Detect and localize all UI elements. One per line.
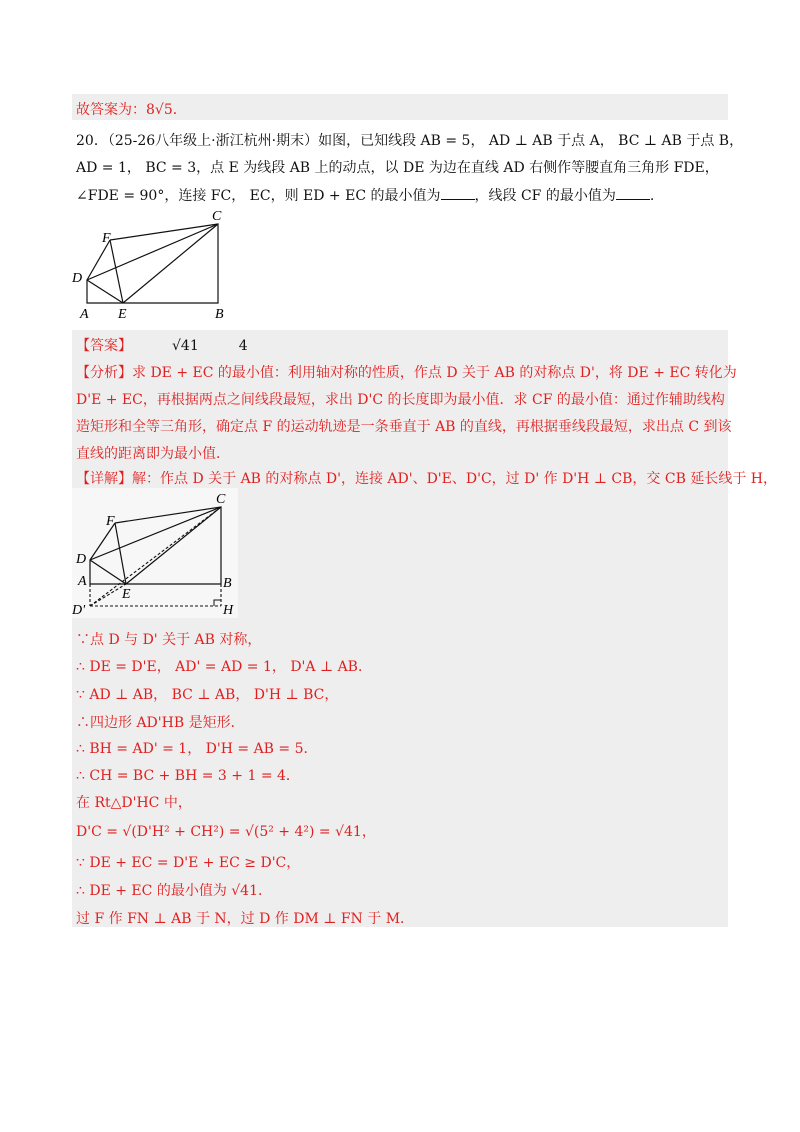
step-line-8: D'C = √(D'H² + CH²) = √(5² + 4²) = √41，	[76, 824, 376, 840]
fig2-label-dprime: D'	[72, 603, 86, 618]
fig2-seg-fe	[115, 523, 126, 584]
step-line-5: ∴ BH = AD' = 1， D'H = AB = 5．	[76, 741, 318, 757]
fig1-seg-fd	[87, 240, 110, 280]
fig2-seg-ec	[126, 507, 221, 584]
fig1-seg-fe	[110, 240, 123, 303]
figure-2	[72, 490, 238, 618]
problem-line-1: 20．（25-26八年级上·浙江杭州·期末）如图，已知线段 AB = 5， AD ⊥ AB 于点 A， BC ⊥ AB 于点 B，	[76, 133, 744, 149]
answer-blank-1	[441, 187, 475, 200]
step-line-11: 过 F 作 FN ⊥ AB 于 N，过 D 作 DM ⊥ FN 于 M．	[76, 911, 415, 927]
step-line-3: ∵ AD ⊥ AB， BC ⊥ AB， D'H ⊥ BC，	[76, 687, 339, 703]
problem-line-3-end: .	[649, 188, 655, 204]
problem-line-3-pre: ∠FDE = 90°，连接 FC， EC，则 ED + EC 的最小值为	[76, 188, 441, 204]
analysis-line-2: D'E + EC，再根据两点之间线段最短，求出 D'C 的长度即为最小值．求 CF 的最小值：通过作辅助线构	[76, 392, 725, 408]
detail-tag: 【详解】	[76, 471, 132, 487]
answer-blank-2	[616, 187, 650, 200]
fig2-seg-de	[90, 560, 126, 584]
problem-line-2: AD = 1， BC = 3，点 E 为线段 AB 上的动点，以 DE 为边在直线 AD 右侧作等腰直角三角形 FDE，	[76, 160, 719, 176]
problem-line-3	[76, 185, 654, 205]
step-line-6: ∴ CH = BC + BH = 3 + 1 = 4．	[76, 768, 300, 784]
step-line-9: ∵ DE + EC = D'E + EC ≥ D'C，	[76, 855, 301, 871]
fig2-label-d: D	[76, 552, 87, 567]
step-line-10: ∴ DE + EC 的最小值为 √41．	[76, 883, 272, 899]
fig1-label-b: B	[215, 307, 224, 322]
step-line-4: ∴四边形 AD'HB 是矩形．	[76, 715, 245, 731]
step-line-2: ∴ DE = D'E， AD' = AD = 1， D'A ⊥ AB．	[76, 659, 372, 675]
fig2-label-f: F	[106, 514, 115, 529]
step-line-1: ∵点 D 与 D' 关于 AB 对称，	[76, 632, 262, 648]
detail-text-1: 解：作点 D 关于 AB 的对称点 D'，连接 AD'、D'E、D'C，过 D' 作 D'H ⊥ CB，交 CB 延长线于 H，	[132, 471, 777, 487]
analysis-line-3: 造矩形和全等三角形，确定点 F 的运动轨迹是一条垂直于 AB 的直线，再根据垂线段最短，求出点 C 到该	[76, 419, 732, 435]
answer-line	[76, 335, 248, 355]
fig2-label-a: A	[78, 574, 87, 589]
fig2-label-e: E	[122, 587, 131, 602]
analysis-text-1: 求 DE + EC 的最小值：利用轴对称的性质，作点 D 关于 AB 的对称点 D'，将 DE + EC 转化为	[132, 365, 737, 381]
answer-tag: 【答案】	[76, 338, 132, 354]
step-line-7: 在 Rt△D'HC 中，	[76, 795, 192, 811]
figure-1	[68, 210, 238, 322]
fig2-seg-dprime-e	[90, 584, 126, 606]
fig1-label-e: E	[118, 307, 127, 322]
answer-value-2: 4	[238, 338, 248, 354]
fig2-label-h: H	[223, 603, 234, 618]
analysis-tag: 【分析】	[76, 365, 132, 381]
fig2-right-angle-h	[214, 600, 221, 606]
detail-line-1	[76, 468, 777, 488]
fig1-label-c: C	[212, 210, 222, 224]
problem-line-3-mid: ，线段 CF 的最小值为	[474, 188, 616, 204]
fig2-label-c: C	[216, 492, 226, 507]
fig1-label-f: F	[102, 231, 111, 246]
answer-value-1: √41	[172, 338, 199, 354]
prev-answer-line: 故答案为：8√5．	[76, 102, 187, 118]
fig1-label-a: A	[80, 307, 89, 322]
fig2-label-b: B	[223, 576, 232, 591]
fig1-seg-de	[87, 280, 123, 303]
analysis-line-1	[76, 362, 737, 382]
fig1-label-d: D	[72, 271, 83, 286]
analysis-line-4: 直线的距离即为最小值．	[76, 446, 230, 462]
